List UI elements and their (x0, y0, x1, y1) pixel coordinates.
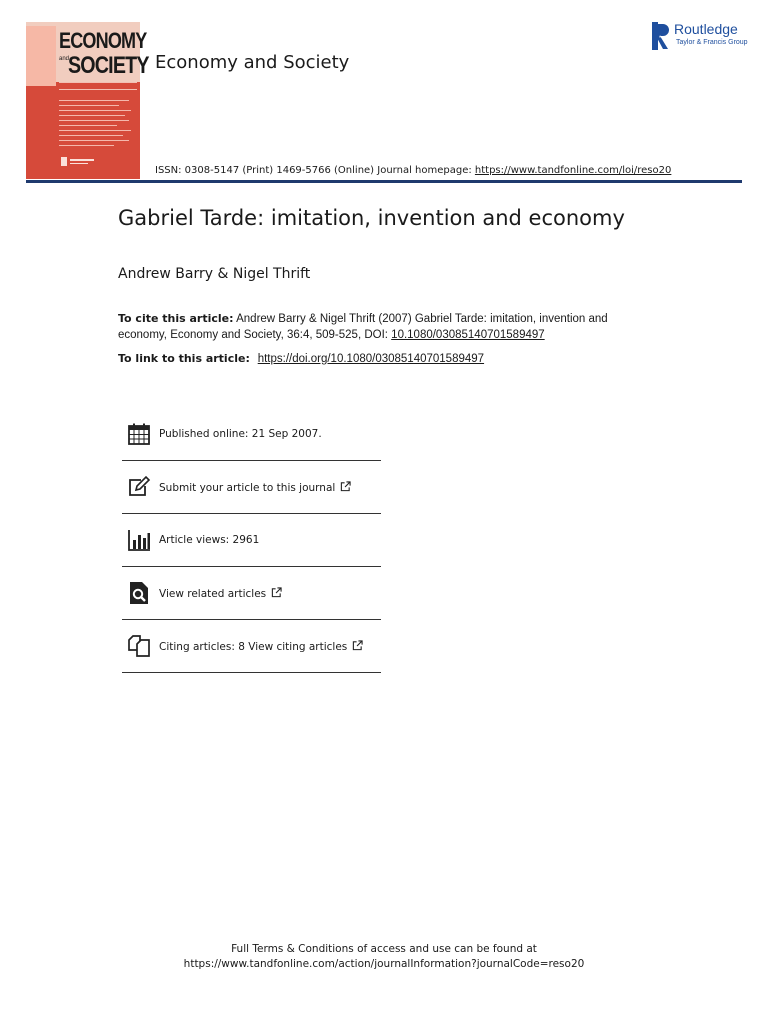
article-metrics-list (122, 408, 381, 673)
terms-line: Full Terms & Conditions of access and use can be found at (231, 943, 537, 955)
cite-label: To cite this article: (118, 312, 234, 325)
submit-article-row[interactable] (122, 461, 381, 514)
article-views-row (122, 514, 381, 567)
terms-url[interactable]: https://www.tandfonline.com/action/journalInformation?journalCode=reso20 (183, 958, 585, 970)
journal-homepage-link[interactable]: https://www.tandfonline.com/loi/reso20 (474, 165, 672, 176)
calendar-icon (127, 422, 151, 446)
bar-chart-icon (127, 528, 151, 552)
issn-text: ISSN: 0308-5147 (Print) 1469-5766 (Online) Journal homepage: (155, 165, 475, 176)
publisher-tagline: Taylor & Francis Group (676, 39, 748, 46)
related-articles-link[interactable] (159, 587, 282, 600)
document-search-icon (127, 581, 151, 605)
citing-articles-text: Citing articles: 8 View citing articles (159, 640, 348, 653)
citation-block (118, 311, 638, 343)
header-divider (26, 180, 742, 183)
submit-article-link[interactable] (159, 481, 351, 494)
journal-title[interactable]: Economy and Society (155, 52, 350, 73)
terms-footer (0, 942, 768, 972)
link-label: To link to this article: (118, 352, 254, 365)
cite-text: Andrew Barry & Nigel Thrift (2007) Gabriel Tarde: imitation, invention and economy, Economy and Society, 36:4, 509-525, DOI: (118, 313, 608, 341)
edit-pencil-icon (127, 475, 151, 499)
copy-documents-icon (127, 634, 151, 658)
cover-word-and: and (59, 56, 70, 62)
cover-publisher-logo (61, 157, 101, 167)
journal-cover-image (26, 22, 149, 179)
external-link-icon (340, 481, 351, 492)
external-link-icon (271, 587, 282, 598)
cover-word-society: SOCIETY (68, 52, 149, 79)
svg-text:R: R (658, 35, 662, 38)
related-articles-text: View related articles (159, 587, 267, 600)
related-articles-row[interactable] (122, 567, 381, 620)
publisher-logo (652, 20, 752, 52)
cover-side-strip (26, 26, 56, 86)
article-link-line (118, 352, 484, 365)
issn-line (155, 165, 671, 176)
cover-word-economy: ECONOMY (59, 28, 147, 53)
external-link-icon (352, 640, 363, 651)
citing-articles-row[interactable] (122, 620, 381, 673)
cover-title (26, 26, 149, 82)
published-online-row (122, 408, 381, 461)
cite-doi-link[interactable]: 10.1080/03085140701589497 (391, 329, 545, 341)
article-authors: Andrew Barry & Nigel Thrift (118, 266, 311, 282)
citing-articles-link[interactable] (159, 640, 363, 653)
article-doi-link[interactable]: https://doi.org/10.1080/03085140701589497 (257, 353, 485, 365)
published-online-text: Published online: 21 Sep 2007. (159, 428, 322, 440)
cover-issue-info (59, 82, 137, 90)
routledge-r-icon (652, 22, 670, 50)
article-title: Gabriel Tarde: imitation, invention and economy (118, 206, 625, 230)
cover-contents-lines (59, 100, 133, 150)
article-views-text: Article views: 2961 (159, 534, 260, 546)
submit-article-text: Submit your article to this journal (159, 481, 336, 494)
publisher-name: Routledge (674, 21, 738, 37)
